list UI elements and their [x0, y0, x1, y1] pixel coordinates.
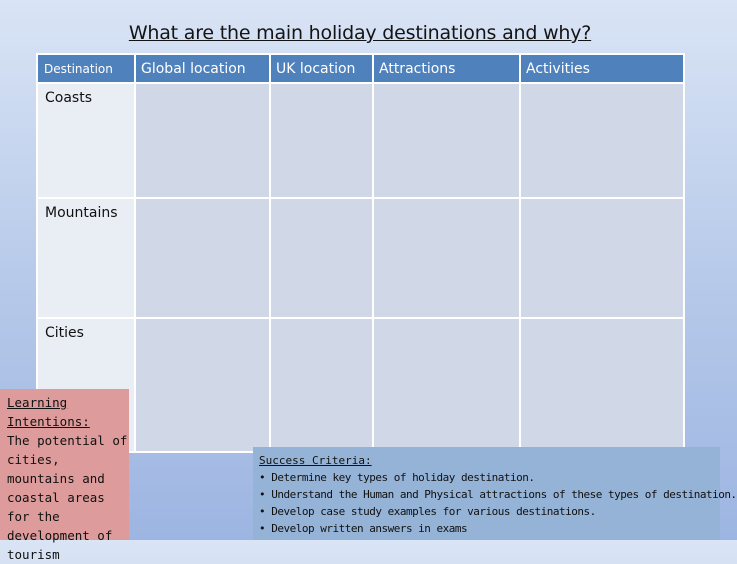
destinations-table	[36, 53, 685, 453]
table-cell[interactable]	[270, 318, 373, 452]
table-cell[interactable]	[373, 198, 520, 318]
row-label-coasts: Coasts	[37, 83, 135, 198]
list-item: • Develop case study examples for various destinations.	[259, 505, 596, 518]
success-criteria-box	[253, 447, 737, 540]
table-row	[37, 198, 684, 318]
learning-intentions-heading: Learning Intentions:	[7, 395, 90, 429]
table-cell[interactable]	[520, 198, 684, 318]
success-criteria-list	[259, 469, 737, 537]
header-uk-location: UK location	[270, 54, 373, 83]
table-header-row	[37, 54, 684, 83]
success-criteria-heading: Success Criteria:	[259, 454, 372, 467]
table-cell[interactable]	[270, 83, 373, 198]
table-cell[interactable]	[135, 198, 270, 318]
list-item: • Develop written answers in exams	[259, 522, 468, 535]
row-label-cities: Cities	[37, 318, 135, 452]
table-cell[interactable]	[270, 198, 373, 318]
table-cell[interactable]	[373, 318, 520, 452]
list-item: • Understand the Human and Physical attractions of these types of destination.	[259, 488, 737, 501]
header-attractions: Attractions	[373, 54, 520, 83]
learning-intentions-box	[0, 389, 129, 562]
table-row	[37, 83, 684, 198]
table-cell[interactable]	[373, 83, 520, 198]
page-title: What are the main holiday destinations and why?	[128, 22, 592, 44]
table-cell[interactable]	[135, 83, 270, 198]
table-row	[37, 318, 684, 452]
table-cell[interactable]	[135, 318, 270, 452]
table-cell[interactable]	[520, 318, 684, 452]
header-activities: Activities	[520, 54, 684, 83]
list-item: • Determine key types of holiday destination.	[259, 471, 535, 484]
learning-intentions-text: The potential of cities, mountains and coastal areas for the development of tourism	[7, 433, 128, 562]
header-destination: Destination	[37, 54, 135, 83]
header-global-location: Global location	[135, 54, 270, 83]
row-label-mountains: Mountains	[37, 198, 135, 318]
table-cell[interactable]	[520, 83, 684, 198]
